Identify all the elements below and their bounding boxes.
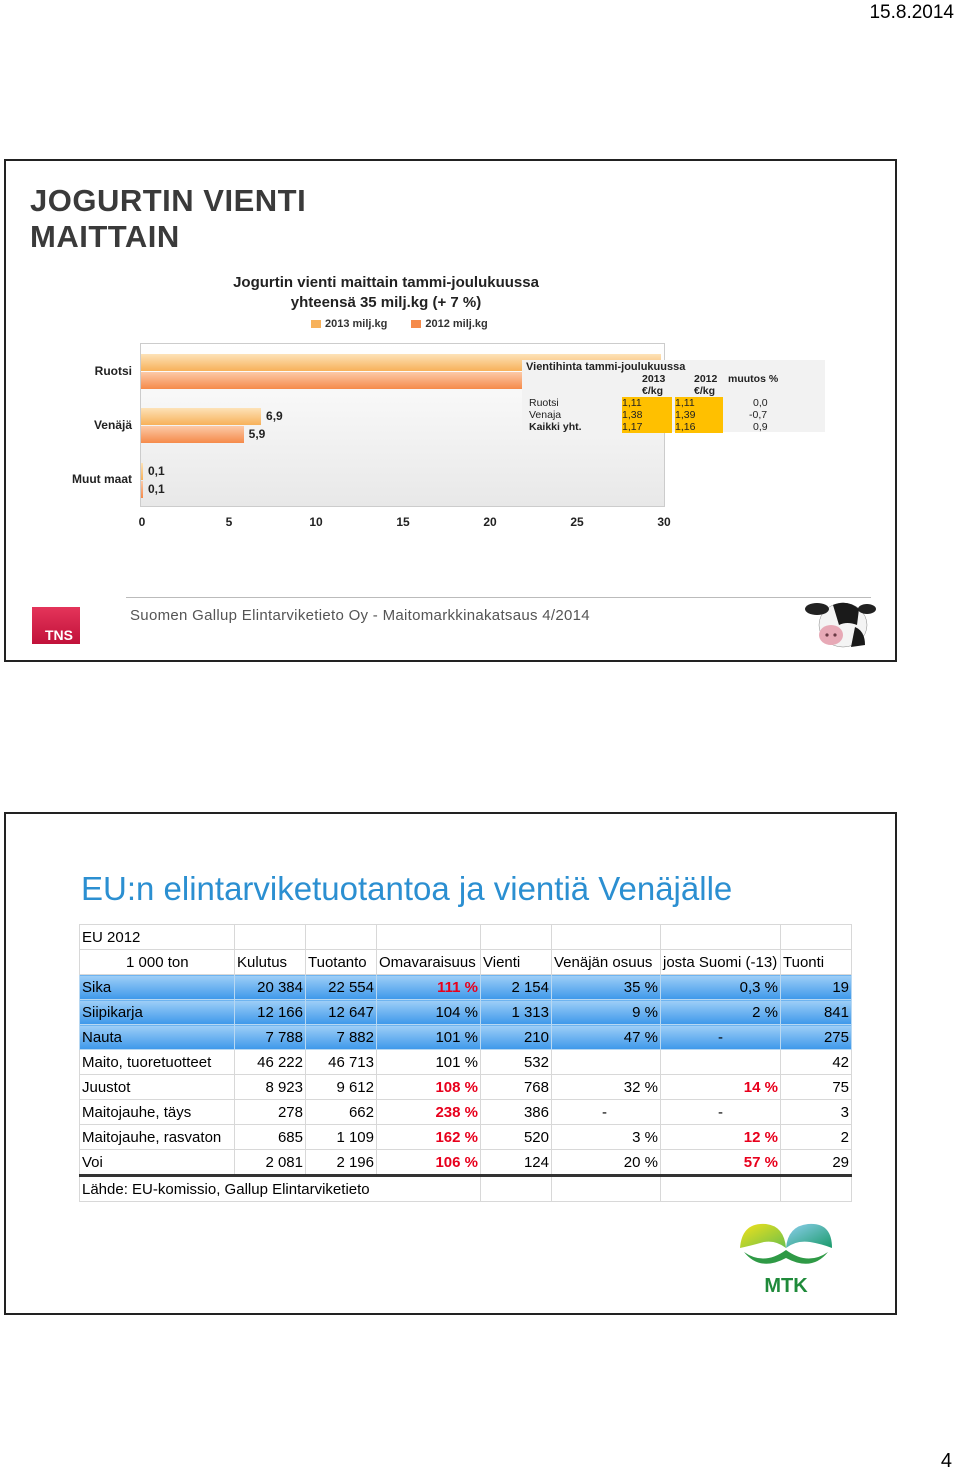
cell-vienti: 386	[481, 1100, 552, 1125]
bar-venaja-2013	[141, 408, 261, 425]
cell-omavaraisuus: 106 %	[377, 1150, 481, 1176]
cell-suomi: 2 %	[661, 1000, 781, 1025]
tns-logo	[32, 607, 80, 644]
table-row	[80, 1150, 852, 1176]
cell-suomi: 0,3 %	[661, 975, 781, 1000]
cell-vienti: 1 313	[481, 1000, 552, 1025]
x-tick-10: 10	[309, 515, 323, 529]
empty-cell	[661, 925, 781, 950]
row-name: Sika	[80, 975, 235, 1000]
cell-suomi: 14 %	[661, 1075, 781, 1100]
header-omavaraisuus: Omavaraisuus	[377, 950, 481, 975]
table-caption-row	[80, 925, 852, 950]
cell-kulutus: 685	[235, 1125, 306, 1150]
cell-kulutus: 278	[235, 1100, 306, 1125]
cell-omavaraisuus: 101 %	[377, 1025, 481, 1050]
empty-cell	[781, 1176, 852, 1202]
row-name: Maitojauhe, täys	[80, 1100, 235, 1125]
cell-omavaraisuus: 111 %	[377, 975, 481, 1000]
x-tick-5: 5	[225, 515, 233, 529]
cell-kulutus: 2 081	[235, 1150, 306, 1176]
header-kulutus: Kulutus	[235, 950, 306, 975]
cell-vienti: 124	[481, 1150, 552, 1176]
title-line-2: MAITTAIN	[30, 219, 180, 254]
inset-value-2013: 1,11	[622, 397, 672, 409]
chart-title-line-2: yhteensä 35 milj.kg (+ 7 %)	[290, 294, 482, 311]
cell-tuotanto: 662	[306, 1100, 377, 1125]
inset-value-change: 0,0	[753, 397, 768, 409]
slide-title: EU:n elintarviketuotantoa ja vientiä Venäjälle	[81, 870, 733, 907]
empty-cell	[552, 1176, 661, 1202]
row-name: Voi	[80, 1150, 235, 1176]
cell-venaja: 9 %	[552, 1000, 661, 1025]
header-venajan-osuus: Venäjän osuus	[552, 950, 661, 975]
table-row	[80, 1100, 852, 1125]
inset-value-change: 0,9	[753, 421, 768, 433]
cell-vienti: 2 154	[481, 975, 552, 1000]
data-label-muut-2012: 0,1	[148, 482, 165, 496]
cell-tuonti: 42	[781, 1050, 852, 1075]
table-row	[80, 1075, 852, 1100]
x-tick-15: 15	[396, 515, 410, 529]
empty-cell	[661, 1176, 781, 1202]
chart-legend	[311, 318, 488, 330]
cell-tuonti: 75	[781, 1075, 852, 1100]
inset-unit-2013: €/kg	[642, 385, 664, 397]
header-unit: 1 000 ton	[80, 950, 235, 975]
empty-cell	[377, 925, 481, 950]
cell-tuotanto: 7 882	[306, 1025, 377, 1050]
cell-tuotanto: 2 196	[306, 1150, 377, 1176]
x-tick-20: 20	[483, 515, 497, 529]
cell-tuonti: 2	[781, 1125, 852, 1150]
cell-venaja	[552, 1050, 661, 1075]
title-line-1: JOGURTIN VIENTI	[30, 183, 307, 218]
inset-unit-2012: €/kg	[694, 385, 716, 397]
cell-suomi: 57 %	[661, 1150, 781, 1176]
cell-omavaraisuus: 162 %	[377, 1125, 481, 1150]
cell-tuotanto: 46 713	[306, 1050, 377, 1075]
header-josta-suomi: josta Suomi (-13)	[661, 950, 781, 975]
cell-omavaraisuus: 108 %	[377, 1075, 481, 1100]
cell-kulutus: 8 923	[235, 1075, 306, 1100]
header-tuotanto: Tuotanto	[306, 950, 377, 975]
cell-tuotanto: 9 612	[306, 1075, 377, 1100]
table-row	[80, 1025, 852, 1050]
inset-row-name: Ruotsi	[529, 397, 559, 409]
bar-muut-2013	[141, 463, 143, 480]
cell-tuotanto: 1 109	[306, 1125, 377, 1150]
cell-tuonti: 29	[781, 1150, 852, 1176]
legend-swatch-2012	[411, 320, 421, 328]
slide-yogurt-export	[4, 159, 897, 662]
table-row	[80, 1125, 852, 1150]
empty-cell	[306, 925, 377, 950]
inset-value-change: -0,7	[749, 409, 768, 421]
row-name: Juustot	[80, 1075, 235, 1100]
inset-value-2012: 1,11	[675, 397, 723, 409]
inset-row-name: Venaja	[529, 409, 562, 421]
mtk-logo	[736, 1218, 836, 1296]
cell-kulutus: 20 384	[235, 975, 306, 1000]
export-price-inset	[522, 360, 825, 432]
cell-tuotanto: 12 647	[306, 1000, 377, 1025]
cell-venaja: -	[552, 1100, 661, 1125]
page-date: 15.8.2014	[869, 2, 954, 23]
row-name: Siipikarja	[80, 1000, 235, 1025]
cell-vienti: 768	[481, 1075, 552, 1100]
empty-cell	[235, 925, 306, 950]
table-caption: EU 2012	[80, 925, 235, 950]
page-number: 4	[940, 1450, 952, 1472]
cell-vienti: 532	[481, 1050, 552, 1075]
cell-tuonti: 19	[781, 975, 852, 1000]
table-source-row	[80, 1176, 852, 1202]
legend-label-2013: 2013 milj.kg	[325, 318, 388, 330]
slide-title	[30, 183, 306, 255]
cell-tuonti: 275	[781, 1025, 852, 1050]
legend-label-2012: 2012 milj.kg	[425, 318, 488, 330]
header-vienti: Vienti	[481, 950, 552, 975]
cell-kulutus: 7 788	[235, 1025, 306, 1050]
eu-production-table	[79, 924, 852, 1202]
inset-title: Vientihinta tammi-joulukuussa	[526, 361, 686, 373]
cell-omavaraisuus: 104 %	[377, 1000, 481, 1025]
footer-divider	[126, 597, 871, 598]
row-name: Maitojauhe, rasvaton	[80, 1125, 235, 1150]
data-label-venaja-2012: 5,9	[248, 427, 266, 441]
category-label-ruotsi: Ruotsi	[94, 364, 132, 378]
tns-logo-text: TNS	[45, 627, 73, 643]
inset-value-2012: 1,16	[675, 421, 723, 433]
slide-footer: Suomen Gallup Elintarviketieto Oy - Maitomarkkinakatsaus 4/2014	[130, 607, 590, 624]
cell-omavaraisuus: 238 %	[377, 1100, 481, 1125]
table-header-row	[80, 950, 852, 975]
mtk-logo-text: MTK	[764, 1275, 808, 1296]
data-label-muut-2013: 0,1	[148, 464, 165, 478]
cell-tuonti: 3	[781, 1100, 852, 1125]
cell-venaja: 20 %	[552, 1150, 661, 1176]
row-name: Nauta	[80, 1025, 235, 1050]
x-tick-25: 25	[570, 515, 584, 529]
empty-cell	[481, 1176, 552, 1202]
cell-kulutus: 12 166	[235, 1000, 306, 1025]
inset-value-2013: 1,38	[622, 409, 672, 421]
cell-suomi: -	[661, 1025, 781, 1050]
cell-suomi: -	[661, 1100, 781, 1125]
cell-omavaraisuus: 101 %	[377, 1050, 481, 1075]
inset-col-change: muutos %	[728, 373, 779, 385]
bar-muut-2012	[141, 481, 143, 498]
table-row	[80, 1050, 852, 1075]
chart-title-line-1: Jogurtin vienti maittain tammi-joulukuussa	[233, 274, 539, 291]
legend-swatch-2013	[311, 320, 321, 328]
bar-venaja-2012	[141, 426, 244, 443]
inset-col-2013: 2013	[642, 373, 666, 385]
chart-title	[196, 273, 576, 313]
legend-item-2013	[311, 318, 387, 330]
empty-cell	[781, 925, 852, 950]
inset-value-2013: 1,17	[622, 421, 672, 433]
cell-venaja: 32 %	[552, 1075, 661, 1100]
empty-cell	[552, 925, 661, 950]
inset-value-2012: 1,39	[675, 409, 723, 421]
cell-tuonti: 841	[781, 1000, 852, 1025]
cell-suomi	[661, 1050, 781, 1075]
cell-vienti: 520	[481, 1125, 552, 1150]
cell-venaja: 3 %	[552, 1125, 661, 1150]
cell-tuotanto: 22 554	[306, 975, 377, 1000]
cell-kulutus: 46 222	[235, 1050, 306, 1075]
category-label-muut-maat: Muut maat	[72, 472, 132, 486]
legend-item-2012	[411, 318, 487, 330]
inset-row-name: Kaikki yht.	[529, 421, 582, 433]
slide-eu-food-production	[4, 812, 897, 1315]
header-tuonti: Tuonti	[781, 950, 852, 975]
x-tick-30: 30	[657, 515, 671, 529]
row-name: Maito, tuoretuotteet	[80, 1050, 235, 1075]
empty-cell	[481, 925, 552, 950]
inset-col-2012: 2012	[694, 373, 718, 385]
x-tick-0: 0	[138, 515, 146, 529]
cell-vienti: 210	[481, 1025, 552, 1050]
table-row	[80, 975, 852, 1000]
cell-suomi: 12 %	[661, 1125, 781, 1150]
cell-venaja: 35 %	[552, 975, 661, 1000]
category-label-venaja: Venäjä	[93, 418, 132, 432]
cow-image	[803, 595, 877, 653]
cell-venaja: 47 %	[552, 1025, 661, 1050]
table-row	[80, 1000, 852, 1025]
table-source: Lähde: EU-komissio, Gallup Elintarviketieto	[80, 1176, 481, 1202]
data-label-venaja-2013: 6,9	[266, 409, 283, 423]
